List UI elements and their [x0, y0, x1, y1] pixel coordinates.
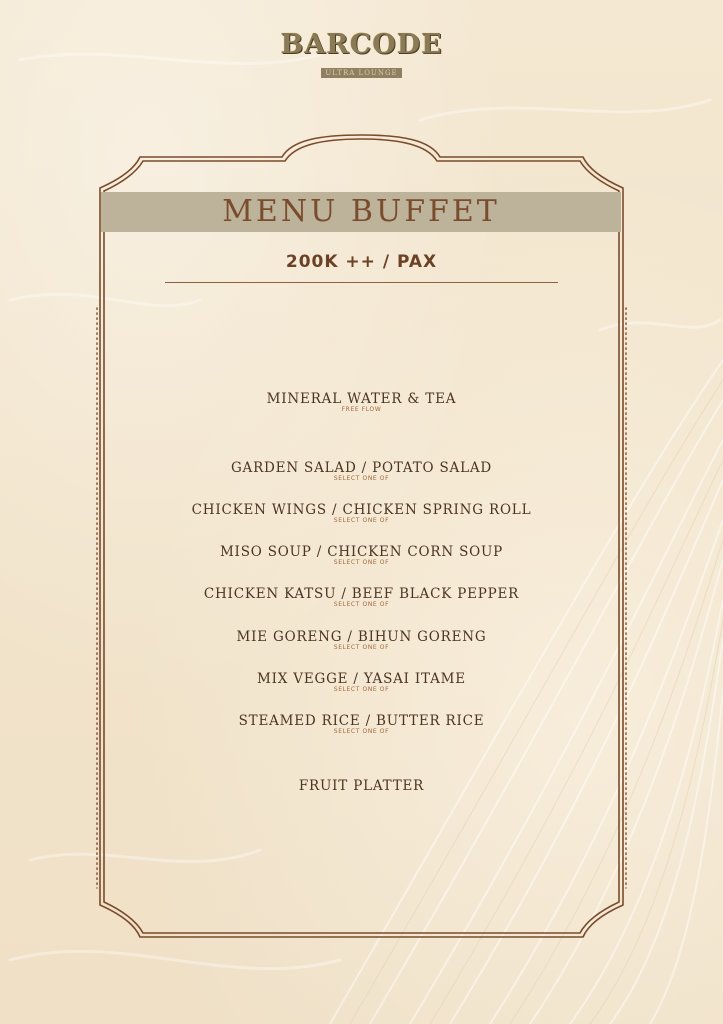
price-per-pax: 200K ++ / PAX [285, 252, 438, 272]
brand-name: BARCODE [280, 29, 443, 60]
item-name: CHICKEN WINGS / CHICKEN SPRING ROLL [191, 502, 532, 518]
menu-title: MENU BUFFET [222, 194, 500, 229]
item-note: SELECT ONE OF [333, 475, 390, 482]
item-note: FREE FLOW [341, 406, 382, 413]
item-note: SELECT ONE OF [333, 728, 390, 735]
item-name: FRUIT PLATTER [298, 778, 425, 794]
item-name: CHICKEN KATSU / BEEF BLACK PEPPER [203, 586, 520, 602]
item-note: SELECT ONE OF [333, 559, 390, 566]
menu-item-drinks [0, 391, 723, 413]
item-name: MIE GORENG / BIHUN GORENG [236, 629, 487, 645]
menu-item-vegetables [0, 671, 723, 693]
item-name: STEAMED RICE / BUTTER RICE [238, 713, 485, 729]
item-name: GARDEN SALAD / POTATO SALAD [230, 460, 493, 476]
item-note: SELECT ONE OF [333, 686, 390, 693]
menu-item-rice [0, 713, 723, 735]
menu-item-dessert [0, 778, 723, 794]
menu-item-salad [0, 460, 723, 482]
price-divider [165, 282, 558, 283]
item-note: SELECT ONE OF [333, 517, 390, 524]
title-band [101, 192, 621, 232]
menu-item-main [0, 586, 723, 608]
item-note: SELECT ONE OF [333, 644, 390, 651]
item-name: MIX VEGGE / YASAI ITAME [257, 671, 466, 687]
menu-item-appetizer [0, 502, 723, 524]
item-name: MINERAL WATER & TEA [266, 391, 457, 407]
item-note: SELECT ONE OF [333, 601, 390, 608]
menu-item-noodles [0, 629, 723, 651]
menu-item-soup [0, 544, 723, 566]
brand-tagline: ULTRA LOUNGE [321, 68, 401, 78]
item-name: MISO SOUP / CHICKEN CORN SOUP [219, 544, 504, 560]
